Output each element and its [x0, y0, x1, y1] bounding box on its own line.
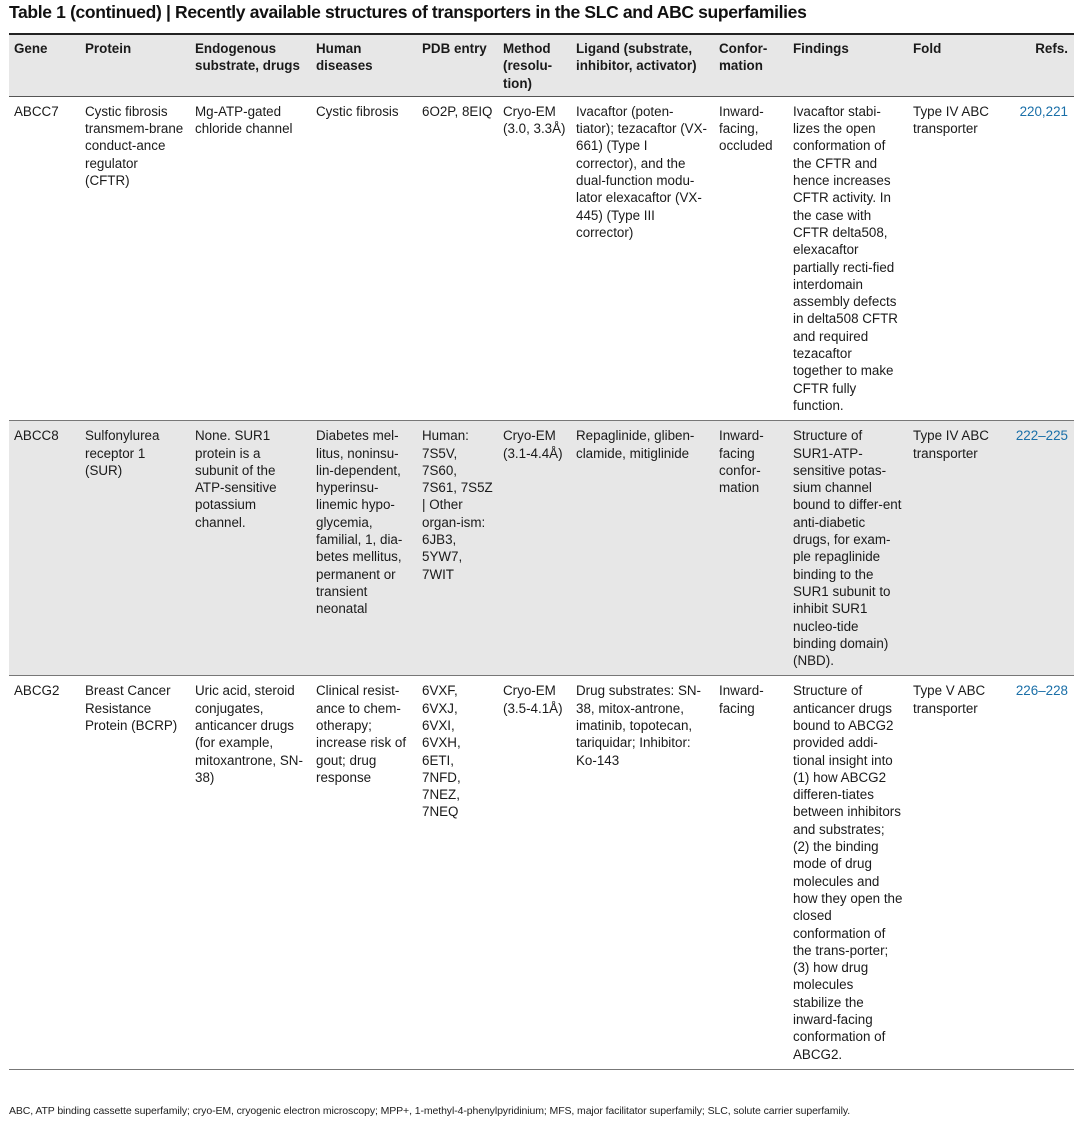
- cell-conformation: Inward-facing confor-mation: [714, 421, 788, 676]
- table-title: Table 1 (continued) | Recently available structures of transporters in the SLC and ABC superfamilies: [9, 2, 807, 22]
- cell-diseases: Diabetes mel-litus, noninsu-lin-dependent, hyperinsu-linemic hypo-glycemia, familial, 1, dia-betes mellitus, permanent or transient neonatal: [311, 421, 417, 676]
- ref-link[interactable]: 222–225: [1015, 428, 1068, 444]
- ref-link[interactable]: 226–228: [1015, 683, 1068, 699]
- cell-fold: Type V ABC transporter: [908, 676, 1006, 1070]
- cell-findings: Ivacaftor stabi-lizes the open conformation of the CFTR and hence increases CFTR activity. In the case with CFTR delta508, elexacaftor partially recti-fied interdomain assembly defects in delta508 CFTR and required tezacaftor together to make CFTR fully function.: [788, 96, 908, 420]
- cell-refs: [1006, 421, 1074, 676]
- col-header-fold: Fold: [908, 35, 1006, 96]
- cell-ligand: Drug substrates: SN-38, mitox-antrone, imatinib, topotecan, tariquidar; Inhibitor: Ko-143: [571, 676, 714, 1070]
- cell-substrate: Uric acid, steroid conjugates, anticancer drugs (for example, mitoxantrone, SN-38): [190, 676, 311, 1070]
- table-footnote: ABC, ATP binding cassette superfamily; cryo-EM, cryogenic electron microscopy; MPP+, 1-methyl-4-phenylpyridinium; MFS, major facilitator superfamily; SLC, solute carrier superfamily.: [9, 1105, 851, 1117]
- transporter-table: [9, 35, 1074, 1070]
- cell-conformation: Inward-facing: [714, 676, 788, 1070]
- cell-pdb: Human: 7S5V, 7S60, 7S61, 7S5Z | Other organ-ism: 6JB3, 5YW7, 7WIT: [417, 421, 498, 676]
- cell-fold: Type IV ABC transporter: [908, 421, 1006, 676]
- cell-conformation: Inward-facing, occluded: [714, 96, 788, 420]
- cell-protein: Cystic fibrosis transmem-brane conduct-ance regulator (CFTR): [80, 96, 190, 420]
- cell-diseases: Cystic fibrosis: [311, 96, 417, 420]
- col-header-pdb: PDB entry: [417, 35, 498, 96]
- col-header-gene: Gene: [9, 35, 80, 96]
- cell-gene: ABCC8: [9, 421, 80, 676]
- cell-pdb: 6O2P, 8EIQ: [417, 96, 498, 420]
- col-header-findings: Findings: [788, 35, 908, 96]
- cell-diseases: Clinical resist-ance to chem-otherapy; increase risk of gout; drug response: [311, 676, 417, 1070]
- cell-refs: [1006, 96, 1074, 420]
- cell-ligand: Repaglinide, gliben-clamide, mitiglinide: [571, 421, 714, 676]
- col-header-diseases: Human diseases: [311, 35, 417, 96]
- table-row: [9, 96, 1074, 420]
- cell-protein: Sulfonylurea receptor 1 (SUR): [80, 421, 190, 676]
- cell-method: Cryo-EM (3.0, 3.3Å): [498, 96, 571, 420]
- cell-findings: Structure of SUR1-ATP-sensitive potas-sium channel bound to differ-ent anti-diabetic drugs, for exam-ple repaglinide binding to the SUR1 subunit to inhibit SUR1 nucleo-tide binding domain) (NBD).: [788, 421, 908, 676]
- cell-findings: Structure of anticancer drugs bound to ABCG2 provided addi-tional insight into (1) how ABCG2 differen-tiates between inhibitors and substrates; (2) the binding mode of drug molecules and how they open the closed conformation of the trans-porter; (3) how drug molecules stabilize the inward-facing conformation of ABCG2.: [788, 676, 908, 1070]
- cell-pdb: 6VXF, 6VXJ, 6VXI, 6VXH, 6ETI, 7NFD, 7NEZ, 7NEQ: [417, 676, 498, 1070]
- col-header-substrate: Endogenous substrate, drugs: [190, 35, 311, 96]
- ref-link[interactable]: 220,221: [1019, 103, 1068, 119]
- cell-protein: Breast Cancer Resistance Protein (BCRP): [80, 676, 190, 1070]
- cell-substrate: Mg-ATP-gated chloride channel: [190, 96, 311, 420]
- table-row: [9, 421, 1074, 676]
- cell-refs: [1006, 676, 1074, 1070]
- header-row: [9, 35, 1074, 96]
- col-header-protein: Protein: [80, 35, 190, 96]
- col-header-refs: Refs.: [1006, 35, 1074, 96]
- col-header-ligand: Ligand (substrate, inhibitor, activator): [571, 35, 714, 96]
- cell-method: Cryo-EM (3.1-4.4Å): [498, 421, 571, 676]
- col-header-method: Method (resolu-tion): [498, 35, 571, 96]
- cell-substrate: None. SUR1 protein is a subunit of the ATP-sensitive potassium channel.: [190, 421, 311, 676]
- table-row: [9, 676, 1074, 1070]
- cell-ligand: Ivacaftor (poten-tiator); tezacaftor (VX-661) (Type I corrector), and the dual-function modu-lator elexacaftor (VX-445) (Type III corrector): [571, 96, 714, 420]
- col-header-conformation: Confor-mation: [714, 35, 788, 96]
- cell-gene: ABCG2: [9, 676, 80, 1070]
- cell-method: Cryo-EM (3.5-4.1Å): [498, 676, 571, 1070]
- cell-fold: Type IV ABC transporter: [908, 96, 1006, 420]
- cell-gene: ABCC7: [9, 96, 80, 420]
